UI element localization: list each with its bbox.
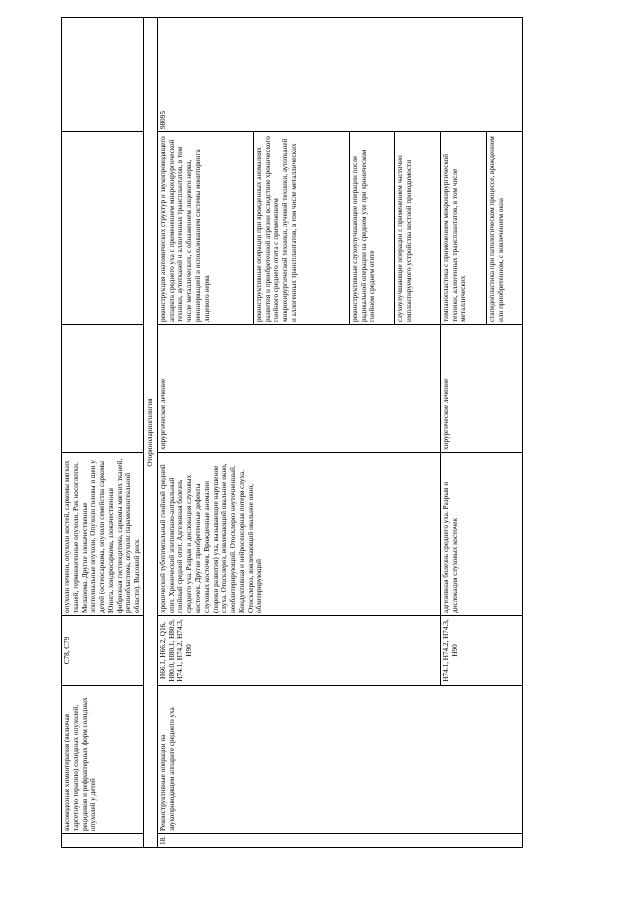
treatment-type: хирургическое лечение xyxy=(440,325,522,453)
treatment-method xyxy=(62,132,144,325)
patient-model: хронический туботимпальный гнойный средний отит. Хронический эпитимпано-антральный гнойный средний отит. Адгезивная болезнь среднего уха. Разрыв и дислокация слуховых косточек. Другие приобретенные дефекты слуховых косточек. Врожденные аномалии (пороки развития) уха, вызывающие нарушение слуха. Отосклероз, вовлекающий овальное окно, необлитерирующий. Отосклероз неуточненный. Кондуктивная и нейросенсорная потеря слуха. Отосклероз, вовлекающий овальное окно, облитерирующий xyxy=(157,453,440,616)
mkb-codes: H66.1, H66.2, Q16, H80.0, H80.1, H80.9, H74.1, H74.2, H74.3, H90 xyxy=(157,616,440,686)
treatment-method: слухоулучшающие операции с применением частично имплантируемого устройства костной проводимости xyxy=(394,132,440,325)
treatment-type: хирургическое лечение xyxy=(157,325,440,453)
mkb-codes: C78, C79 xyxy=(62,616,144,686)
section-header-row xyxy=(144,18,158,848)
table-row xyxy=(62,18,144,848)
row-number xyxy=(62,834,144,848)
treatment-method: реконструктивные слухоулучшающие операции после радикальной операции на среднем ухе при хроническом гнойном среднем отите xyxy=(349,132,394,325)
row-number: 18. xyxy=(157,834,522,848)
mkb-codes: H74.1, H74.2, H74.3, H90 xyxy=(440,616,522,686)
section-title: Оториноларингология xyxy=(144,18,158,848)
treatment-method: тимпанопластика с применением микрохирургической техники, аллогенных трансплантатов, в том числе металлических xyxy=(440,132,486,325)
treatment-method: стапедопластика при патологическом процессе, врожденном или приобретенном, с вовлечением окна xyxy=(486,132,522,325)
treatment-table xyxy=(61,17,523,848)
price-cell: 98095 xyxy=(157,18,522,132)
patient-model: опухоли печени, опухоли костей, саркомы мягких тканей, герминогенные опухоли. Рак носоглотки. Меланома. Другие злокачественные эпителиальные опухоли. Опухоли головы и шеи у детей (остеосаркома, опухоли семейства саркомы Юинга, хондросаркома, злокачественная фиброзная гистиоцитома, саркомы мягких тканей, ретинобластома, опухоли параменингеальной области). Высокий риск xyxy=(62,453,144,616)
treatment-type xyxy=(62,325,144,453)
table-row xyxy=(157,18,253,848)
rotated-table-container xyxy=(61,18,609,848)
document-page xyxy=(61,18,609,848)
procedure-name: Реконструктивные операции на звукопроводящем аппарате среднего уха xyxy=(157,686,522,834)
patient-model: адгезивная болезнь среднего уха. Разрыв и дислокация слуховых косточек xyxy=(440,453,522,616)
treatment-method: реконструкция анатомических структур и звукопроводящего аппарата среднего уха с применением микрохирургической техники, аутотканей и аллогенных трансплантатов, в том числе металлических, с обнажением лицевого нерва, реиннервацией и использованием системы мониторинга лицевого нерва xyxy=(157,132,253,325)
price-cell xyxy=(62,18,144,132)
procedure-name: высокодозная химиотерапия (включая таргетную терапию) солидных опухолей, рецидивов и рефрактерных форм солидных опухолей у детей xyxy=(62,686,144,834)
treatment-method: реконструктивные операции при врожденных аномалиях развития и приобретенной атрезии вследствие хронического гнойного среднего отита с применением микрохирургической техники, лучевой техники, аутотканей и аллогенных трансплантатов, в том числе металлических xyxy=(253,132,349,325)
